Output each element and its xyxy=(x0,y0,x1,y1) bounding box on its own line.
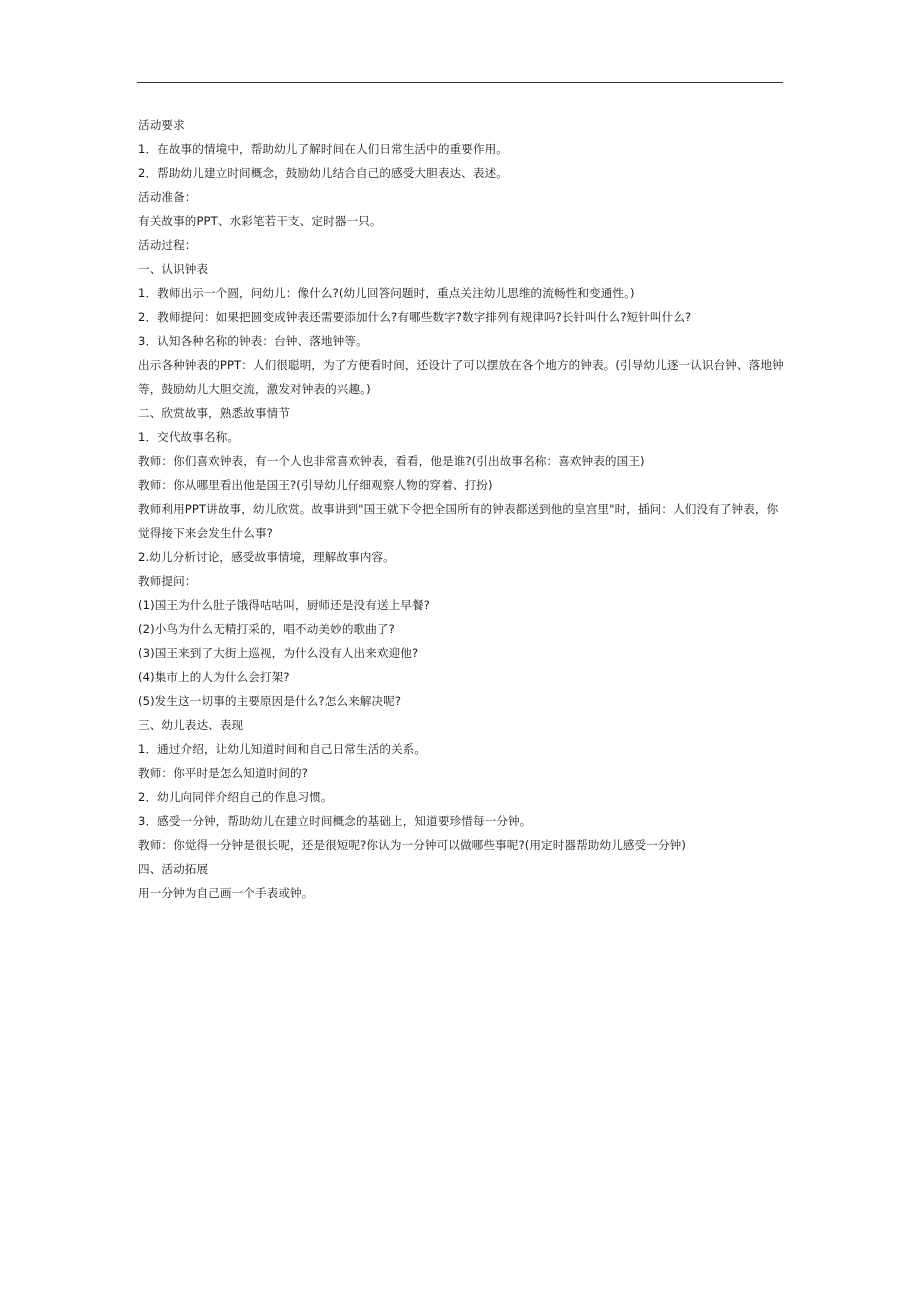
paragraph: 1．在故事的情境中，帮助幼儿了解时间在人们日常生活中的重要作用。 xyxy=(138,142,508,156)
paragraph: 教师：你们喜欢钟表，有一个人也非常喜欢钟表，看看，他是谁?(引出故事名称：喜欢钟表的国王) xyxy=(138,454,645,468)
paragraph: 教师提问： xyxy=(138,574,197,588)
paragraph: 1．交代故事名称。 xyxy=(138,430,240,444)
paragraph: 出示各种钟表的PPT：人们很聪明，为了方便看时间，还设计了可以摆放在各个地方的钟表。(引导幼儿逐一认识台钟、落地钟等，鼓励幼儿大胆交流，激发对钟表的兴趣。) xyxy=(138,358,784,396)
question-item: (3)国王来到了大街上巡视，为什么没有人出来欢迎他? xyxy=(138,646,419,660)
heading-activity-process: 活动过程： xyxy=(138,238,197,252)
paragraph: 3．感受一分钟，帮助幼儿在建立时间概念的基础上，知道要珍惜每一分钟。 xyxy=(138,814,532,828)
heading-activity-requirements: 活动要求 xyxy=(138,118,185,132)
paragraph: 1．教师出示一个圆，问幼儿：像什么?(幼儿回答问题时，重点关注幼儿思维的流畅性和变通性。) xyxy=(138,286,635,300)
question-item: (2)小鸟为什么无精打采的，唱不动美妙的歌曲了? xyxy=(138,622,395,636)
paragraph: 教师：你从哪里看出他是国王?(引导幼儿仔细观察人物的穿着、打扮) xyxy=(138,478,493,492)
paragraph: 3．认知各种名称的钟表：台钟、落地钟等。 xyxy=(138,334,368,348)
section-heading: 一、认识钟表 xyxy=(138,262,209,276)
heading-activity-preparation: 活动准备： xyxy=(138,190,197,204)
section-heading: 二、欣赏故事，熟悉故事情节 xyxy=(138,406,291,420)
paragraph: 有关故事的PPT、水彩笔若干支、定时器一只。 xyxy=(138,214,382,228)
document-body xyxy=(138,113,788,905)
paragraph: 2．幼儿向同伴介绍自己的作息习惯。 xyxy=(138,790,333,804)
section-heading: 三、幼儿表达、表现 xyxy=(138,718,244,732)
question-item: (1)国王为什么肚子饿得咕咕叫，厨师还是没有送上早餐? xyxy=(138,598,430,612)
paragraph: 用一分钟为自己画一个手表或钟。 xyxy=(138,886,314,900)
paragraph: 2．帮助幼儿建立时间概念，鼓励幼儿结合自己的感受大胆表达、表述。 xyxy=(138,166,508,180)
paragraph: 教师利用PPT讲故事，幼儿欣赏。故事讲到"国王就下令把全国所有的钟表都送到他的皇宫里"时，插问：人们没有了钟表，你觉得接下来会发生什么事? xyxy=(138,502,779,540)
paragraph: 2.幼儿分析讨论，感受故事情境，理解故事内容。 xyxy=(138,550,395,564)
question-item: (4)集市上的人为什么会打架? xyxy=(138,670,290,684)
paragraph: 1．通过介绍，让幼儿知道时间和自己日常生活的关系。 xyxy=(138,742,427,756)
paragraph: 教师：你平时是怎么知道时间的? xyxy=(138,766,308,780)
header-rule xyxy=(137,82,783,83)
paragraph: 教师：你觉得一分钟是很长呢，还是很短呢?你认为一分钟可以做哪些事呢?(用定时器帮助幼儿感受一分钟) xyxy=(138,838,686,852)
question-item: (5)发生这一切事的主要原因是什么?怎么来解决呢? xyxy=(138,694,402,708)
section-heading: 四、活动拓展 xyxy=(138,862,209,876)
paragraph: 2．教师提问：如果把圆变成钟表还需要添加什么?有哪些数字?数字排列有规律吗?长针叫什么?短针叫什么? xyxy=(138,310,692,324)
